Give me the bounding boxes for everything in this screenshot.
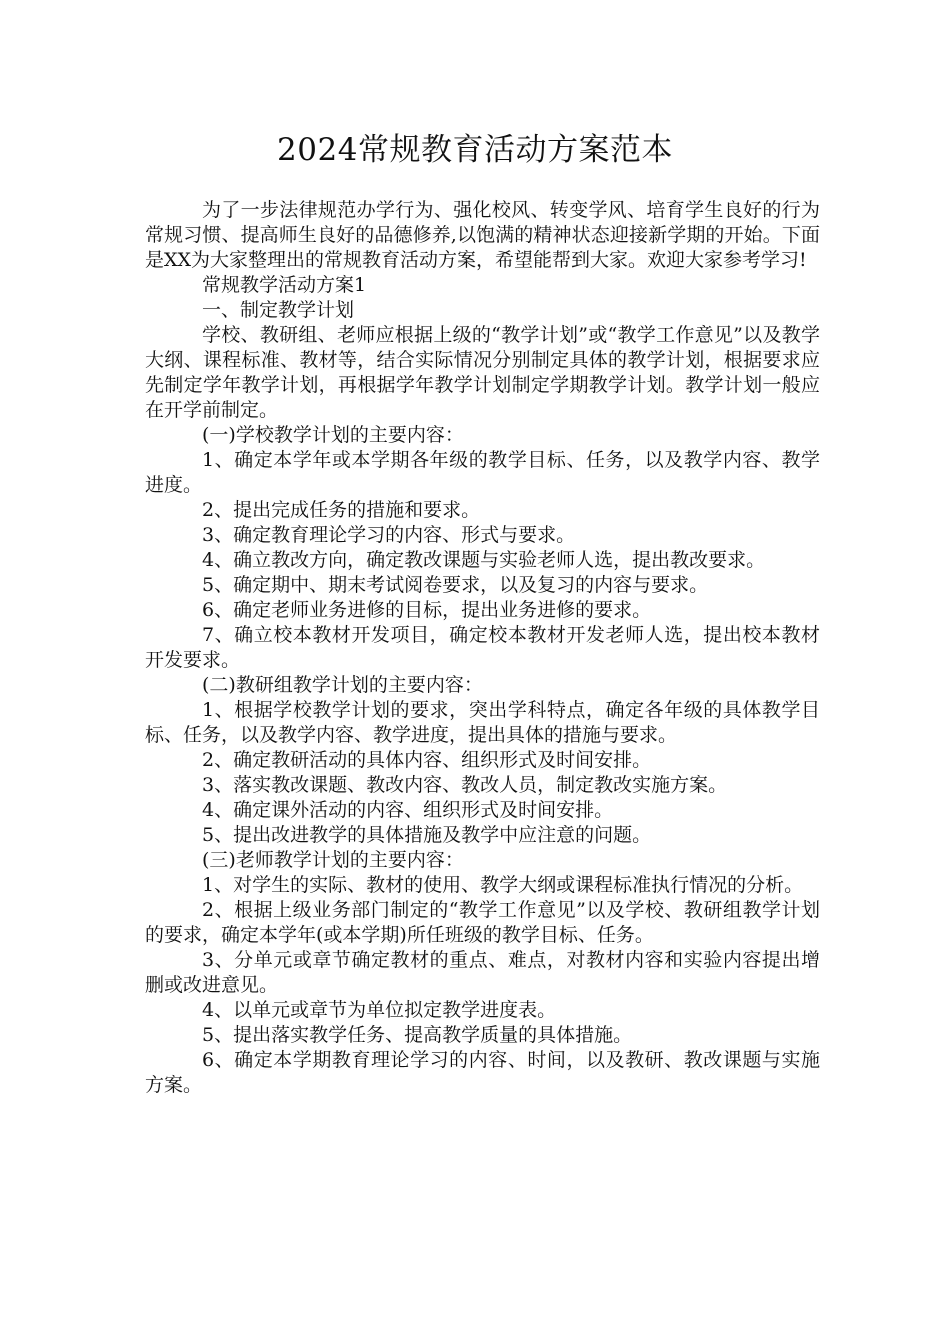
list-item: 6、确定本学期教育理论学习的内容、时间，以及教研、教改课题与实施方案。: [145, 1049, 820, 1096]
section-heading: 一、制定教学计划: [202, 299, 355, 321]
list-item: 5、提出改进教学的具体措施及教学中应注意的问题。: [202, 824, 652, 846]
list-item: 3、确定教育理论学习的内容、形式与要求。: [202, 524, 576, 546]
subsection-heading: (三)老师教学计划的主要内容：: [202, 849, 464, 871]
intro-paragraph: 为了一步法律规范办学行为、强化校风、转变学风、培育学生良好的行为常规习惯、提高师生良好的品德修养,以饱满的精神状态迎接新学期的开始。下面是XX为大家整理出的常规教育活动方案，希望能帮到大家。欢迎大家参考学习!: [145, 199, 820, 271]
list-item: 1、确定本学年或本学期各年级的教学目标、任务，以及教学内容、教学进度。: [145, 449, 820, 496]
subsection-heading: (一)学校教学计划的主要内容：: [202, 424, 464, 446]
list-item: 3、落实教改课题、教改内容、教改人员，制定教改实施方案。: [202, 774, 728, 796]
document-title: 2024常规教育活动方案范本: [277, 132, 673, 168]
list-item: 1、根据学校教学计划的要求，突出学科特点，确定各年级的具体教学目标、任务，以及教学内容、教学进度，提出具体的措施与要求。: [145, 699, 820, 746]
body-paragraph: 学校、教研组、老师应根据上级的“教学计划”或“教学工作意见”以及教学大纲、课程标准、教材等，结合实际情况分别制定具体的教学计划，根据要求应先制定学年教学计划，再根据学年教学计划制定学期教学计划。教学计划一般应在开学前制定。: [145, 324, 820, 421]
plan-heading: 常规教学活动方案1: [202, 274, 367, 296]
list-item: 3、分单元或章节确定教材的重点、难点，对教材内容和实验内容提出增删或改进意见。: [145, 949, 820, 996]
list-item: 4、以单元或章节为单位拟定教学进度表。: [202, 999, 557, 1021]
list-item: 4、确定课外活动的内容、组织形式及时间安排。: [202, 799, 614, 821]
list-item: 5、提出落实教学任务、提高教学质量的具体措施。: [202, 1024, 633, 1046]
document-body: [145, 198, 820, 1098]
list-item: 5、确定期中、期末考试阅卷要求，以及复习的内容与要求。: [202, 574, 709, 596]
list-item: 2、确定教研活动的具体内容、组织形式及时间安排。: [202, 749, 652, 771]
list-item: 4、确立教改方向，确定教改课题与实验老师人选，提出教改要求。: [202, 549, 766, 571]
list-item: 2、根据上级业务部门制定的“教学工作意见”以及学校、教研组教学计划的要求，确定本学年(或本学期)所任班级的教学目标、任务。: [145, 899, 820, 946]
subsection-heading: (二)教研组教学计划的主要内容：: [202, 674, 483, 696]
list-item: 7、确立校本教材开发项目，确定校本教材开发老师人选，提出校本教材开发要求。: [145, 624, 820, 671]
list-item: 6、确定老师业务进修的目标，提出业务进修的要求。: [202, 599, 652, 621]
list-item: 2、提出完成任务的措施和要求。: [202, 499, 481, 521]
list-item: 1、对学生的实际、教材的使用、教学大纲或课程标准执行情况的分析。: [202, 874, 804, 896]
